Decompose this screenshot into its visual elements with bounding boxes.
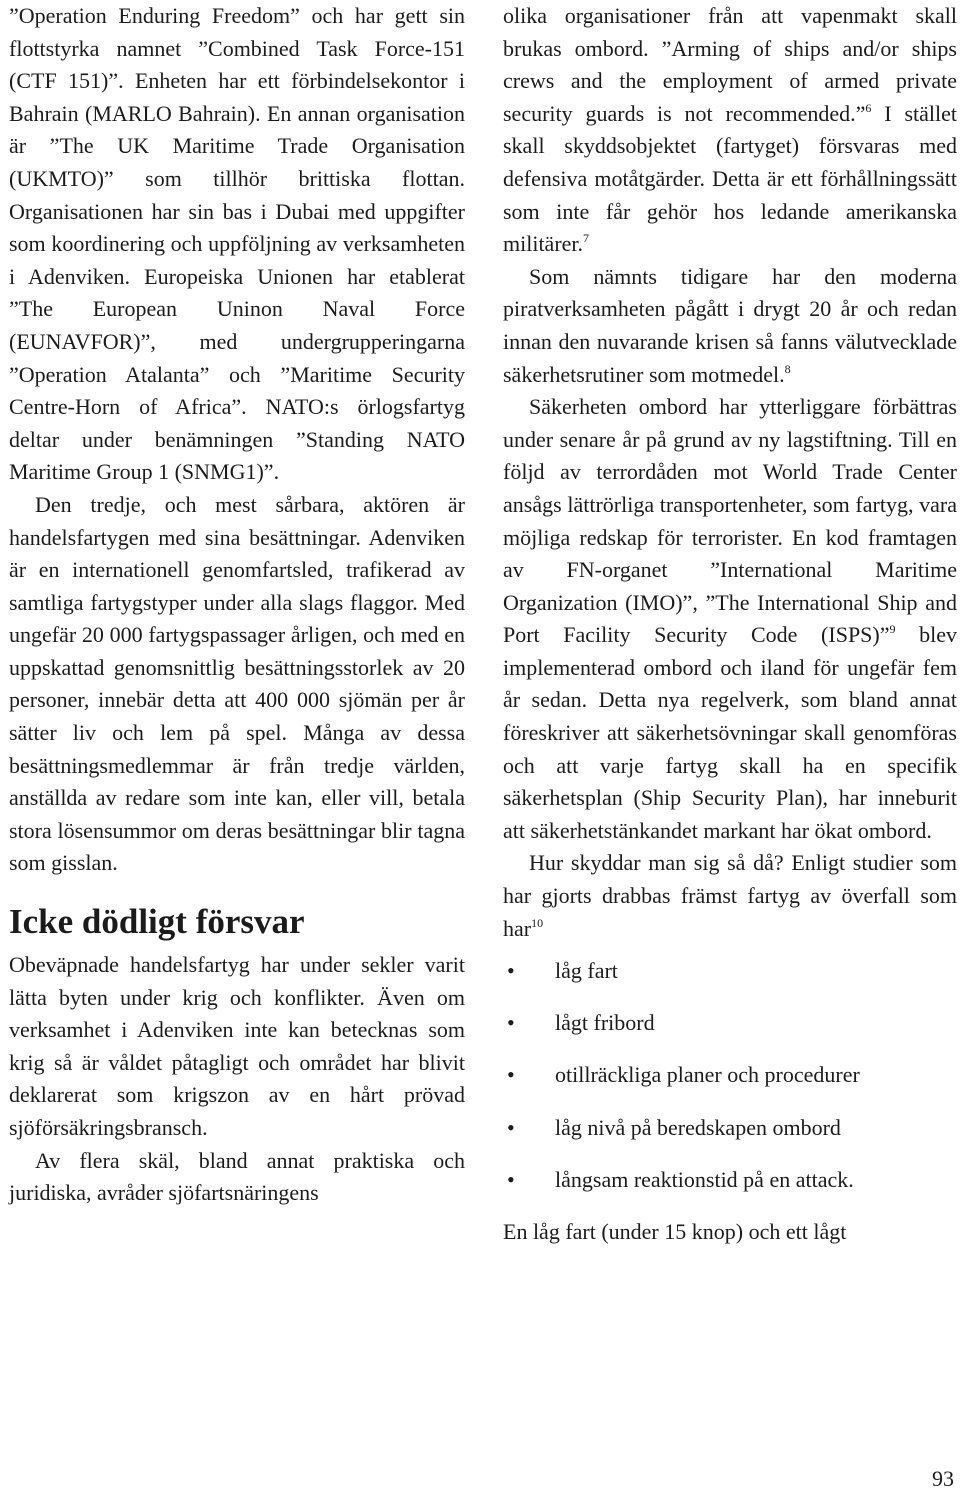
paragraph-operation-enduring-freedom: ”Operation Enduring Freedom” och har gett sin flottstyrka namnet ”Combined Task Force-151 (CTF 151)”. Enheten har ett förbindelsekontor i Bahrain (MARLO Bahrain). En annan organisation är ”The UK Maritime Trade Organisation (UKMTO)” som tillhör brittiska flottan. Organisationen har sin bas i Dubai med uppgifter som koordinering och uppföljning av verksamheten i Adenviken. Europeiska Unionen har etablerat ”The European Uninon Naval Force (EUNAVFOR)”, med undergrupperingarna ”Operation Atalanta” och ”Maritime Security Centre-Horn of Africa”. NATO:s örlogsfartyg deltar under benämningen ”Standing NATO Maritime Group 1 (SNMG1)”. [9, 3, 465, 485]
list-item [503, 1164, 957, 1197]
paragraph-av-flera-skal: Av flera skäl, bland annat praktiska och juridiska, avråder sjöfartsnäringens [9, 1147, 465, 1206]
footnote-marker: 6 [865, 100, 872, 115]
paragraph-text: blev implementerad ombord och iland för ungefär fem år sedan. Detta nya regelverk, som bland annat föreskriver att säkerhetsövningar skall genomföras och att varje fartyg skall ha en specifik säkerhetsplan (Ship Security Plan), har inneburit att säkerhetstänkandet markant har ökat ombord. [503, 622, 957, 843]
left-column [9, 0, 465, 1210]
list-item [503, 1112, 957, 1145]
list-item-text: låg fart [555, 958, 618, 984]
paragraph-handelsfartyg: Den tredje, och mest sårbara, aktören är handelsfartygen med sina besättningar. Adenviken är en internationell genomfartsled, trafikerad av samtliga fartygstyper under alla slags flaggor. Med ungefär 20 000 fartygspassager årligen, och med en uppskattad genomsnittlig besättningsstorlek av 20 personer, innebär detta att 400 000 sjömän per år sätter liv och lem på spel. Många av dessa besättningsmedlemmar är från tredje världen, anställda av redare som inte kan, eller vill, betala stora lösensummor om deras besättningar blir tagna som gisslan. [9, 491, 465, 876]
list-item [503, 955, 957, 988]
paragraph-text: Som nämnts tidigare har den moderna piratverksamheten pågått i drygt 20 år och redan innan den nuvarande krisen så fanns välutvecklade säkerhetsrutiner som motmedel. [503, 263, 957, 387]
paragraph-text: olika organisationer från att vapenmakt skall brukas ombord. ”Arming of ships and/or ships crews and the employment of armed private security guards is not recommended.” [503, 3, 957, 126]
list-item-text: låg nivå på beredskapen ombord [555, 1114, 841, 1140]
list-item-text: otillräckliga planer och procedurer [555, 1062, 860, 1088]
risk-factor-list [503, 955, 957, 1196]
list-item [503, 1007, 957, 1040]
bullet-icon: • [507, 1062, 515, 1088]
footnote-marker: 9 [889, 622, 896, 637]
bullet-icon: • [507, 958, 515, 984]
paragraph-text: I stället skall skyddsobjektet (fartyget) försvaras med defensiva motåtgärder. Detta är ett förhållningssätt som inte får gehör hos ledande amerikanska militärer. [503, 100, 957, 257]
footnote-marker: 8 [784, 361, 791, 376]
section-heading: Icke dödligt försvar [9, 902, 305, 942]
footnote-marker: 7 [583, 231, 590, 246]
footnote-marker: 10 [531, 915, 544, 930]
paragraph-piratverksamheten [503, 261, 957, 391]
paragraph-text: Hur skyddar man sig så då? Enligt studier som har gjorts drabbas främst fartyg av överfall som har [503, 850, 957, 941]
bullet-icon: • [507, 1114, 515, 1140]
paragraph-sakerheten [503, 391, 957, 847]
paragraph-lag-fart: En låg fart (under 15 knop) och ett lågt [503, 1218, 847, 1244]
paragraph-text: Säkerheten ombord har ytterliggare förbättras under senare år på grund av ny lagstiftning. Till en följd av terrordåden mot World Trade Center ansågs lättrörliga transportenheter, som fartyg, vara möjliga redskap för terrorister. En kod framtagen av FN-organet ”International Maritime Organization (IMO)”, ”The International Ship and Port Facility Security Code (ISPS)” [503, 394, 957, 648]
paragraph-hur-skyddar [503, 847, 957, 945]
list-item [503, 1059, 957, 1092]
bullet-icon: • [507, 1010, 515, 1036]
page-number: 93 [932, 1466, 954, 1491]
right-column [503, 0, 957, 1248]
bullet-icon: • [507, 1166, 515, 1192]
list-item-text: långsam reaktionstid på en attack. [555, 1166, 854, 1192]
paragraph-vapenmakt [503, 0, 957, 261]
paragraph-obevapnade: Obeväpnade handelsfartyg har under sekler varit lätta byten under krig och konflikter. Även om verksamhet i Adenviken inte kan betecknas som krig så är våldet påtagligt och området har blivit deklarerat som krigszon av en hårt prövad sjöförsäkringsbransch. [9, 952, 465, 1140]
list-item-text: lågt fribord [555, 1010, 655, 1036]
